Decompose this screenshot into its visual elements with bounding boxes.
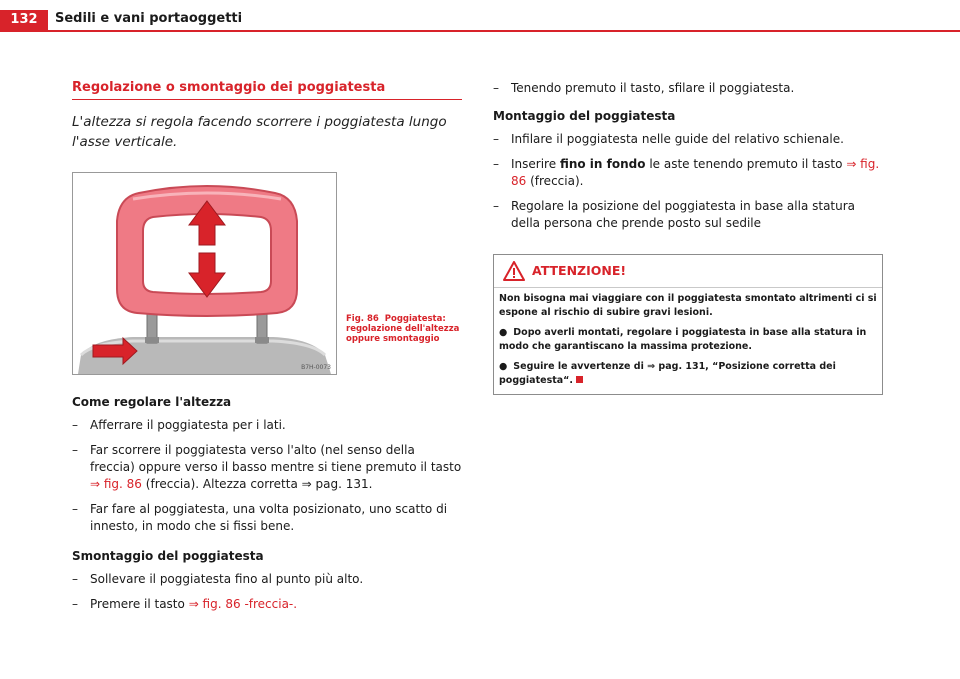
fig-reference-link[interactable]: ⇒ fig. 86 [511, 157, 880, 188]
step-text: (freccia). Altezza corretta [145, 477, 298, 491]
list-item [72, 501, 462, 535]
headrest-illustration [73, 173, 336, 374]
adjust-heading: Come regolare l'altezza [72, 395, 232, 409]
right-column [493, 80, 885, 395]
removal-steps [72, 571, 462, 613]
list-item [72, 596, 462, 613]
page-reference-link[interactable]: ⇒ pag. 131. [301, 477, 373, 491]
step-text: Far fare al poggiatesta, una volta posizionato, uno scatto di innesto, in modo che si fissi bene. [90, 502, 448, 533]
warning-body [494, 288, 882, 394]
warning-box [493, 254, 883, 395]
figure-caption [346, 314, 466, 344]
step-text: Inserire [511, 157, 557, 171]
caption-text: Poggiatesta: regolazione dell'altezza oppure smontaggio [346, 314, 460, 344]
list-item [72, 417, 462, 434]
warning-header [494, 255, 882, 288]
list-item [493, 80, 885, 97]
warning-title: ATTENZIONE! [532, 263, 627, 278]
step-text: Regolare la posizione del poggiatesta in base alla statura della persona che prende posto sul sedile [511, 199, 856, 230]
removal-steps-cont [493, 80, 885, 97]
step-text: Infilare il poggiatesta nelle guide del relativo schienale. [511, 132, 844, 146]
list-item [493, 156, 885, 190]
mounting-steps [493, 131, 885, 232]
fig-reference-link[interactable]: ⇒ fig. 86 [90, 477, 142, 491]
end-of-section-icon [576, 376, 583, 383]
figure-block [72, 172, 462, 375]
warning-bullet [499, 326, 877, 354]
warning-paragraph: Non bisogna mai viaggiare con il poggiatesta smontato altrimenti ci si espone al rischio di subire gravi lesioni. [499, 293, 877, 318]
list-item [493, 198, 885, 232]
section-title: Regolazione o smontaggio dei poggiatesta [72, 80, 462, 100]
removal-heading: Smontaggio del poggiatesta [72, 549, 264, 563]
chapter-title: Sedili e vani portaoggetti [55, 11, 243, 26]
page-number: 132 [0, 10, 48, 30]
step-text: Sollevare il poggiatesta fino al punto più alto. [90, 572, 364, 586]
headrest-figure [72, 172, 337, 375]
warning-bullet [499, 360, 877, 388]
adjust-steps [72, 417, 462, 535]
list-item [493, 131, 885, 148]
figure-code: B7H-0073 [301, 364, 331, 371]
fig-reference-link[interactable]: ⇒ fig. 86 -freccia-. [188, 597, 298, 611]
mounting-heading: Montaggio del poggiatesta [493, 109, 676, 123]
step-bold-text: fino in fondo [559, 157, 646, 171]
step-text: (freccia). [530, 174, 584, 188]
section-lead: L'altezza si regola facendo scorrere i poggiatesta lungo l'asse verticale. [72, 114, 447, 150]
bullet-icon: ● [499, 361, 508, 372]
step-text: Premere il tasto [90, 597, 185, 611]
step-text: le aste tenendo premuto il tasto [649, 157, 843, 171]
page-header [0, 0, 960, 30]
step-text: Far scorrere il poggiatesta verso l'alto (nel senso della freccia) oppure verso il basso mentre si tiene premuto il tasto [90, 443, 462, 474]
warning-text: Seguire le avvertenze di ⇒ pag. 131, “Posizione corretta dei poggiatesta“. [499, 361, 836, 386]
step-text: Afferrare il poggiatesta per i lati. [90, 418, 286, 432]
bullet-icon: ● [499, 327, 508, 338]
list-item [72, 571, 462, 588]
caption-label: Fig. 86 [346, 314, 379, 324]
left-column [72, 80, 462, 613]
warning-text: Dopo averli montati, regolare i poggiatesta in base alla statura in modo che garantiscano la massima protezione. [499, 327, 867, 352]
header-rule [0, 30, 960, 32]
step-text: Tenendo premuto il tasto, sfilare il poggiatesta. [511, 81, 795, 95]
list-item [72, 442, 462, 493]
warning-triangle-icon [503, 261, 525, 281]
